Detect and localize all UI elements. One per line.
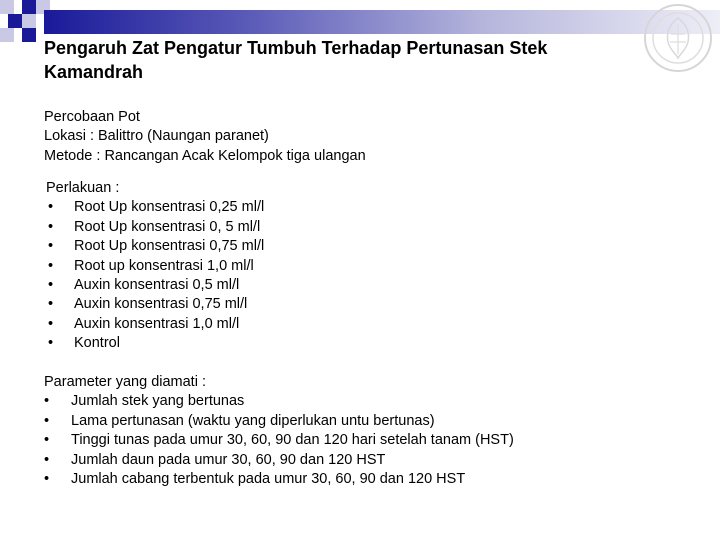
- parameters-heading: Parameter yang diamati :: [44, 374, 206, 390]
- bullet-icon: •: [44, 471, 50, 488]
- bullet-icon: •: [48, 335, 54, 352]
- list-item: • Auxin konsentrasi 0,5 ml/l: [46, 276, 264, 295]
- experiment-method: Metode : Rancangan Acak Kelompok tiga ulangan: [44, 147, 366, 164]
- list-item: • Root up konsentrasi 1,0 ml/l: [46, 257, 264, 276]
- bullet-icon: •: [44, 393, 50, 410]
- parameters-section: [44, 373, 514, 489]
- list-item: • Lama pertunasan (waktu yang diperlukan untu bertunas): [44, 412, 514, 431]
- bullet-icon: •: [48, 199, 54, 216]
- experiment-type: Percobaan Pot: [44, 109, 140, 125]
- bullet-icon: •: [48, 238, 54, 255]
- parameters-list: [44, 392, 514, 489]
- bullet-icon: •: [48, 218, 54, 235]
- list-item: • Auxin konsentrasi 1,0 ml/l: [46, 315, 264, 334]
- experiment-info: [44, 108, 366, 166]
- list-item: • Tinggi tunas pada umur 30, 60, 90 dan 120 hari setelah tanam (HST): [44, 431, 514, 450]
- list-item: • Auxin konsentrasi 0,75 ml/l: [46, 295, 264, 314]
- header-gradient-bar: [44, 10, 720, 34]
- bullet-icon: •: [44, 412, 50, 429]
- bullet-icon: •: [48, 257, 54, 274]
- treatments-list: [46, 198, 264, 353]
- list-item: • Jumlah daun pada umur 30, 60, 90 dan 120 HST: [44, 451, 514, 470]
- university-seal-icon: [640, 2, 716, 74]
- list-item: • Kontrol: [46, 334, 264, 353]
- treatments-heading: Perlakuan :: [46, 180, 120, 196]
- list-item: • Root Up konsentrasi 0,75 ml/l: [46, 237, 264, 256]
- bullet-icon: •: [44, 432, 50, 449]
- bullet-icon: •: [48, 296, 54, 313]
- list-item: • Root Up konsentrasi 0,25 ml/l: [46, 198, 264, 217]
- list-item: • Jumlah stek yang bertunas: [44, 392, 514, 411]
- treatments-section: [46, 179, 264, 354]
- bullet-icon: •: [48, 315, 54, 332]
- slide-title: Pengaruh Zat Pengatur Tumbuh Terhadap Pertunasan Stek Kamandrah: [44, 38, 548, 82]
- bullet-icon: •: [44, 451, 50, 468]
- bullet-icon: •: [48, 277, 54, 294]
- experiment-location: Lokasi : Balittro (Naungan paranet): [44, 128, 269, 145]
- list-item: • Jumlah cabang terbentuk pada umur 30, 60, 90 dan 120 HST: [44, 470, 514, 489]
- list-item: • Root Up konsentrasi 0, 5 ml/l: [46, 218, 264, 237]
